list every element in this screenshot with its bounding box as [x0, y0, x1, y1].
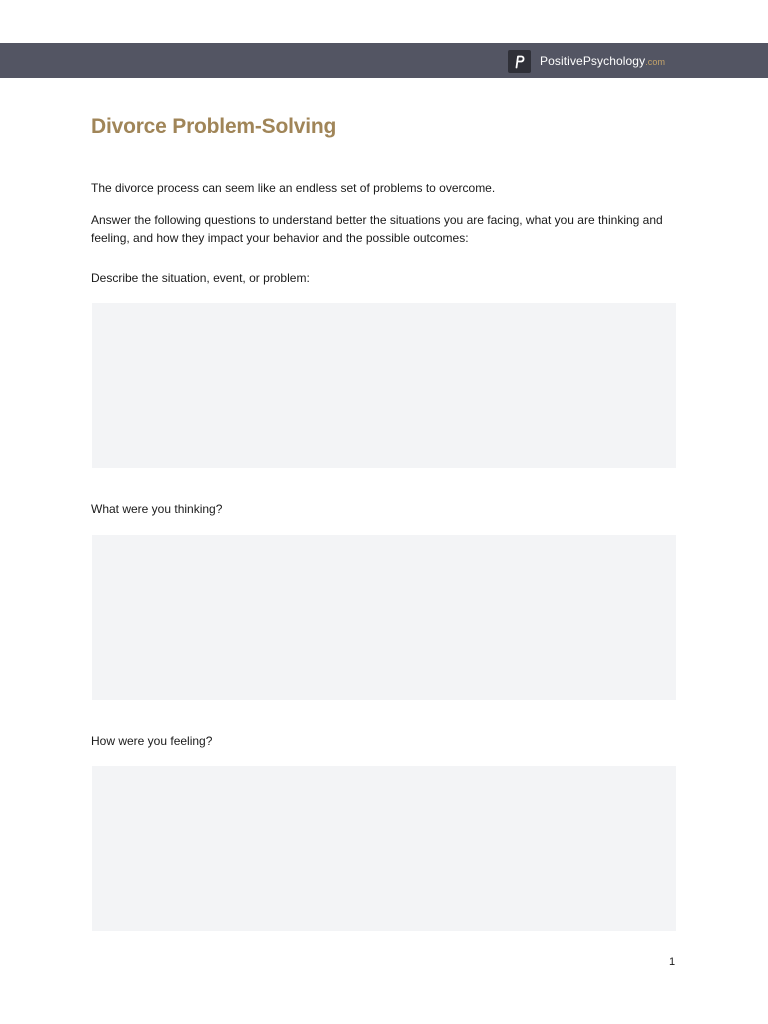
positive-psychology-logo-icon: [508, 50, 531, 73]
answer-box-thinking[interactable]: [92, 535, 676, 700]
brand-name-main: PositivePsychology: [540, 54, 646, 68]
page-number: 1: [669, 956, 676, 968]
page-title: Divorce Problem-Solving: [91, 115, 337, 138]
question-label-thinking: What were you thinking?: [91, 502, 223, 516]
question-label-feeling: How were you feeling?: [91, 734, 213, 748]
brand-logo[interactable]: [508, 49, 665, 73]
intro-text: The divorce process can seem like an endless set of problems to overcome.: [91, 181, 496, 195]
instructions-text: Answer the following questions to understand better the situations you are facing, what you are thinking and feeling, and how they impact your behavior and the possible outcomes:: [91, 213, 663, 245]
brand-name-suffix: .com: [645, 57, 666, 67]
question-label-situation: Describe the situation, event, or problem:: [91, 271, 310, 285]
answer-box-situation[interactable]: [92, 303, 676, 468]
brand-name: [540, 54, 665, 68]
answer-box-feeling[interactable]: [92, 766, 676, 931]
